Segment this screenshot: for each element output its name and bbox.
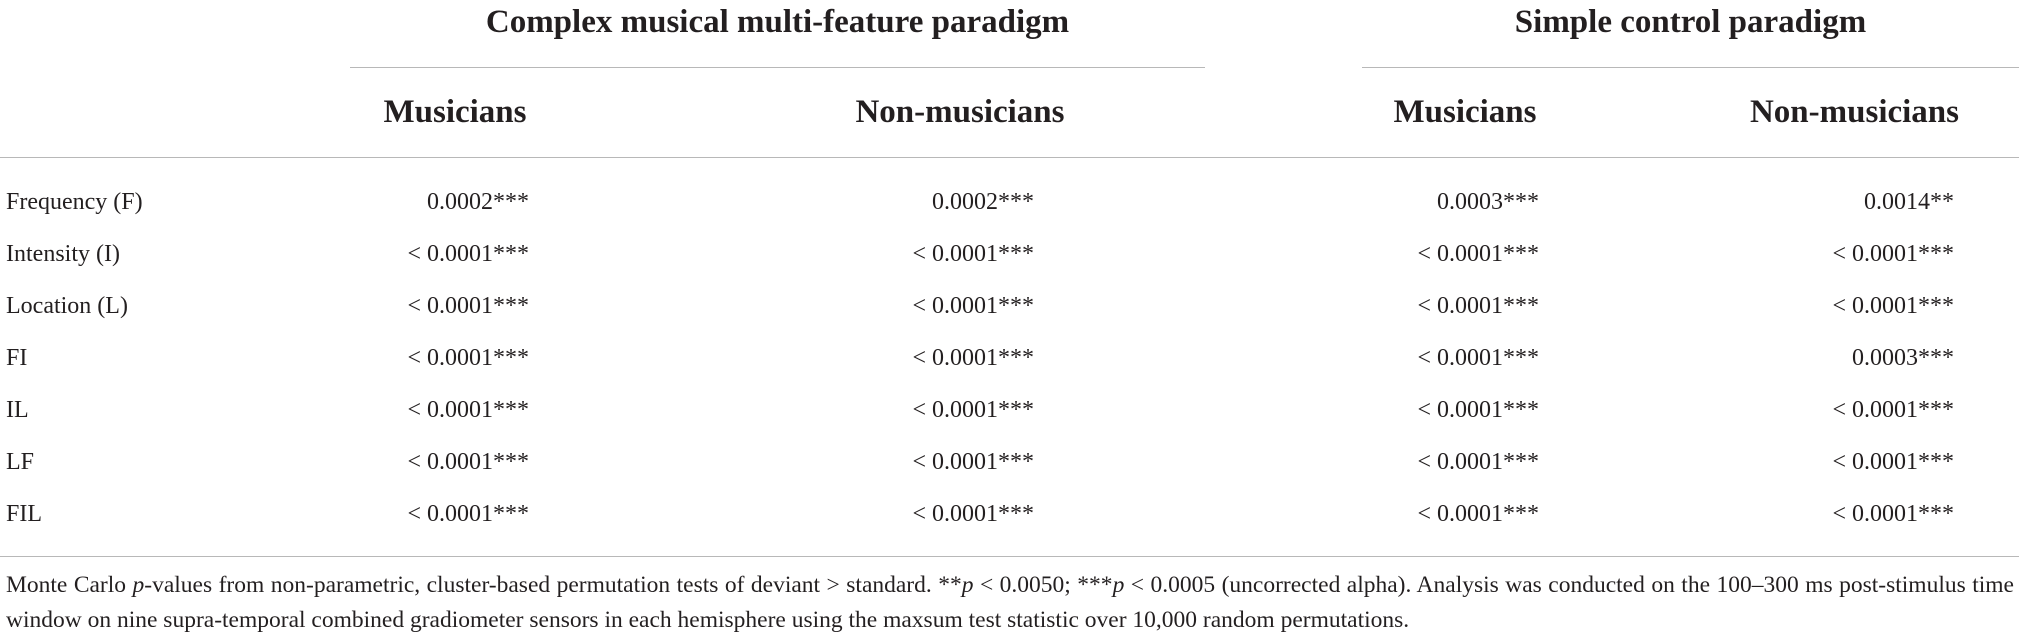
cell-complex-non-musicians: 0.0002*** — [932, 189, 1034, 215]
cell-complex-non-musicians: < 0.0001*** — [912, 345, 1034, 371]
cell-complex-non-musicians: < 0.0001*** — [912, 241, 1034, 267]
cell-complex-musicians: < 0.0001*** — [407, 449, 529, 475]
cell-complex-non-musicians: < 0.0001*** — [912, 397, 1034, 423]
column-header-complex-non-musicians: Non-musicians — [855, 94, 1065, 130]
group-title-simple: Simple control paradigm — [1514, 4, 1867, 40]
cell-simple-non-musicians: < 0.0001*** — [1832, 241, 1954, 267]
table-row-intensity — [0, 228, 2019, 280]
footnote-p-symbol: p — [1112, 572, 1125, 598]
group-rule-simple — [1362, 67, 2019, 68]
cell-simple-musicians: 0.0003*** — [1437, 189, 1539, 215]
row-label: Location (L) — [6, 293, 128, 319]
row-label: FIL — [6, 501, 42, 527]
cell-simple-musicians: < 0.0001*** — [1417, 501, 1539, 527]
cell-simple-non-musicians: < 0.0001*** — [1832, 501, 1954, 527]
cell-simple-non-musicians: < 0.0001*** — [1832, 397, 1954, 423]
row-label: Frequency (F) — [6, 189, 143, 215]
table-row-location — [0, 280, 2019, 332]
cell-complex-musicians: < 0.0001*** — [407, 241, 529, 267]
cell-simple-non-musicians: < 0.0001*** — [1832, 449, 1954, 475]
cell-complex-musicians: < 0.0001*** — [407, 501, 529, 527]
row-label: FI — [6, 345, 28, 371]
footnote-text: Monte Carlo — [6, 572, 133, 598]
footnote-text: < 0.0050; *** — [973, 572, 1113, 598]
cell-simple-musicians: < 0.0001*** — [1417, 397, 1539, 423]
table-row-fil — [0, 488, 2019, 540]
cell-simple-non-musicians: < 0.0001*** — [1832, 293, 1954, 319]
table-row-frequency — [0, 176, 2019, 228]
table-row-il — [0, 384, 2019, 436]
table-row-lf — [0, 436, 2019, 488]
cell-complex-musicians: < 0.0001*** — [407, 293, 529, 319]
group-rule-complex — [350, 67, 1205, 68]
cell-complex-non-musicians: < 0.0001*** — [912, 501, 1034, 527]
cell-simple-musicians: < 0.0001*** — [1417, 345, 1539, 371]
column-header-simple-musicians: Musicians — [1393, 94, 1537, 130]
row-label: LF — [6, 449, 35, 475]
row-label: IL — [6, 397, 29, 423]
footer-rule — [0, 556, 2019, 557]
cell-simple-musicians: < 0.0001*** — [1417, 293, 1539, 319]
table-footnote — [6, 568, 2014, 638]
cell-complex-non-musicians: < 0.0001*** — [912, 293, 1034, 319]
cell-simple-non-musicians: 0.0003*** — [1852, 345, 1954, 371]
cell-complex-musicians: < 0.0001*** — [407, 345, 529, 371]
column-header-simple-non-musicians: Non-musicians — [1749, 94, 1960, 130]
cell-complex-non-musicians: < 0.0001*** — [912, 449, 1034, 475]
footnote-p-symbol: p — [961, 572, 974, 598]
cell-simple-musicians: < 0.0001*** — [1417, 241, 1539, 267]
row-label: Intensity (I) — [6, 241, 120, 267]
cell-simple-non-musicians: 0.0014** — [1864, 189, 1954, 215]
cell-complex-musicians: < 0.0001*** — [407, 397, 529, 423]
footnote-text: < 0.0005 (uncorrected alpha). Analysis was conducted on the 100–300 ms post-stimulus time window on nine supra-temporal combined gradiometer sensors in each hemisphere using the maxsum test statistic over 10,000 random permutations. — [6, 572, 2014, 633]
footnote-text: -values from non-parametric, cluster-based permutation tests of deviant > standard. ** — [144, 572, 962, 598]
column-header-complex-musicians: Musicians — [383, 94, 527, 130]
group-title-complex: Complex musical multi-feature paradigm — [485, 4, 1070, 40]
table-row-fi — [0, 332, 2019, 384]
header-rule — [0, 157, 2019, 158]
footnote-p-symbol: p — [132, 572, 145, 598]
cell-complex-musicians: 0.0002*** — [427, 189, 529, 215]
cell-simple-musicians: < 0.0001*** — [1417, 449, 1539, 475]
